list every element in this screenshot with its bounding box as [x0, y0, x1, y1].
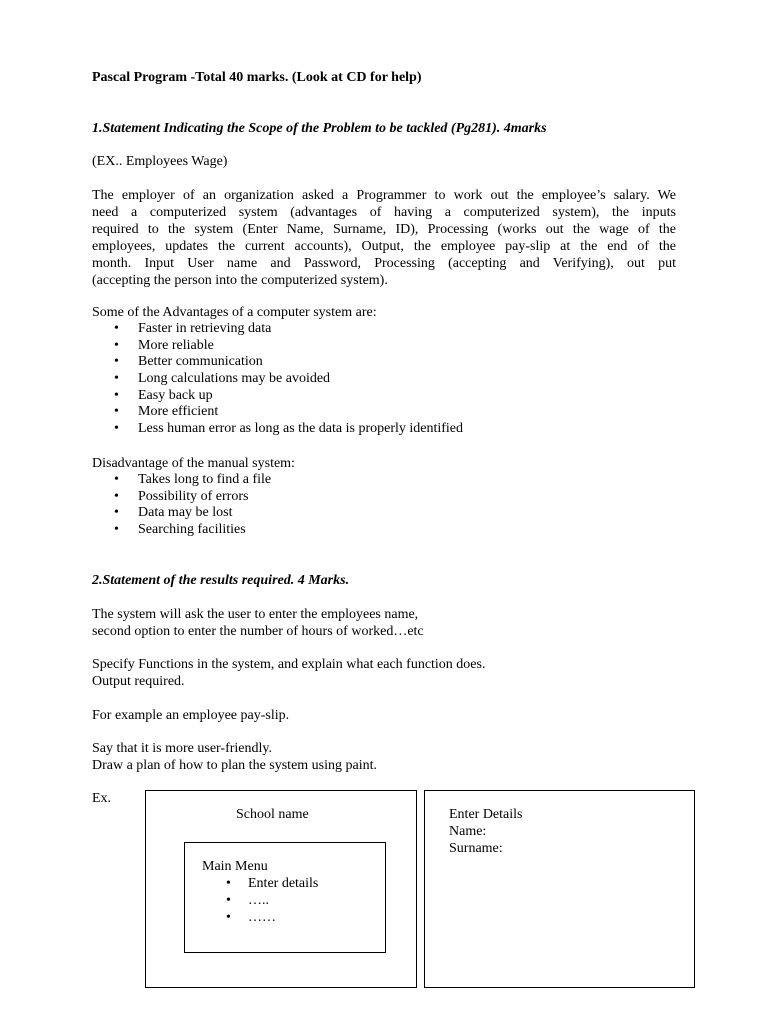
list-item: • Long calculations may be avoided [92, 371, 463, 388]
list-item: • Data may be lost [92, 505, 271, 522]
paragraph-line: employees, updates the current accounts), Output, the employee pay-slip at the end of the [92, 239, 676, 254]
list-item: • Less human error as long as the data is properly identified [92, 421, 463, 438]
paragraph-line: need a computerized system (advantages of having a computerized system), the inputs [92, 205, 676, 220]
section2-text: Say that it is more user-friendly. [92, 741, 272, 756]
example-label: Ex. [92, 791, 112, 806]
main-menu-list [202, 875, 318, 926]
list-item: • ….. [202, 892, 318, 909]
section2-text: Output required. [92, 674, 185, 689]
list-item: • …… [202, 909, 318, 926]
main-menu-box [184, 842, 386, 953]
document-title: Pascal Program -Total 40 marks. (Look at CD for help) [92, 70, 422, 85]
enter-details-title: Enter Details [449, 807, 523, 822]
section2-text: For example an employee pay-slip. [92, 708, 290, 723]
list-item: • Searching facilities [92, 522, 271, 539]
main-menu-title: Main Menu [202, 859, 268, 874]
section2-text: The system will ask the user to enter the employees name, [92, 607, 419, 622]
school-screen-box [145, 790, 417, 988]
section1-paragraph [92, 187, 676, 289]
paragraph-line: required to the system (Enter Name, Surname, ID), Processing (works out the wage of the [92, 222, 676, 237]
list-item: • Faster in retrieving data [92, 321, 463, 338]
list-item: • More reliable [92, 338, 463, 355]
enter-details-box [424, 790, 695, 988]
section1-heading: 1.Statement Indicating the Scope of the Problem to be tackled (Pg281). 4marks [92, 121, 547, 136]
name-label: Name: [449, 824, 487, 839]
disadvantages-intro: Disadvantage of the manual system: [92, 456, 295, 471]
paragraph-line: month. Input User name and Password, Processing (accepting and Verifying), out put [92, 256, 676, 271]
list-item: • Takes long to find a file [92, 472, 271, 489]
paragraph-line: (accepting the person into the computerized system). [92, 273, 388, 288]
list-item: • Enter details [202, 875, 318, 892]
list-item: • More efficient [92, 404, 463, 421]
list-item: • Better communication [92, 354, 463, 371]
paragraph-line: The employer of an organization asked a Programmer to work out the employee’s salary. We [92, 188, 676, 203]
school-name-label: School name [236, 807, 309, 822]
disadvantages-list [92, 472, 271, 539]
section2-text: Specify Functions in the system, and explain what each function does. [92, 657, 486, 672]
section2-text: Draw a plan of how to plan the system using paint. [92, 758, 378, 773]
list-item: • Easy back up [92, 388, 463, 405]
section1-example: (EX.. Employees Wage) [92, 154, 228, 169]
advantages-list [92, 321, 463, 438]
surname-label: Surname: [449, 841, 503, 856]
section2-heading: 2.Statement of the results required. 4 Marks. [92, 573, 350, 588]
advantages-intro: Some of the Advantages of a computer system are: [92, 305, 377, 320]
list-item: • Possibility of errors [92, 489, 271, 506]
section2-text: second option to enter the number of hours of worked…etc [92, 624, 424, 639]
